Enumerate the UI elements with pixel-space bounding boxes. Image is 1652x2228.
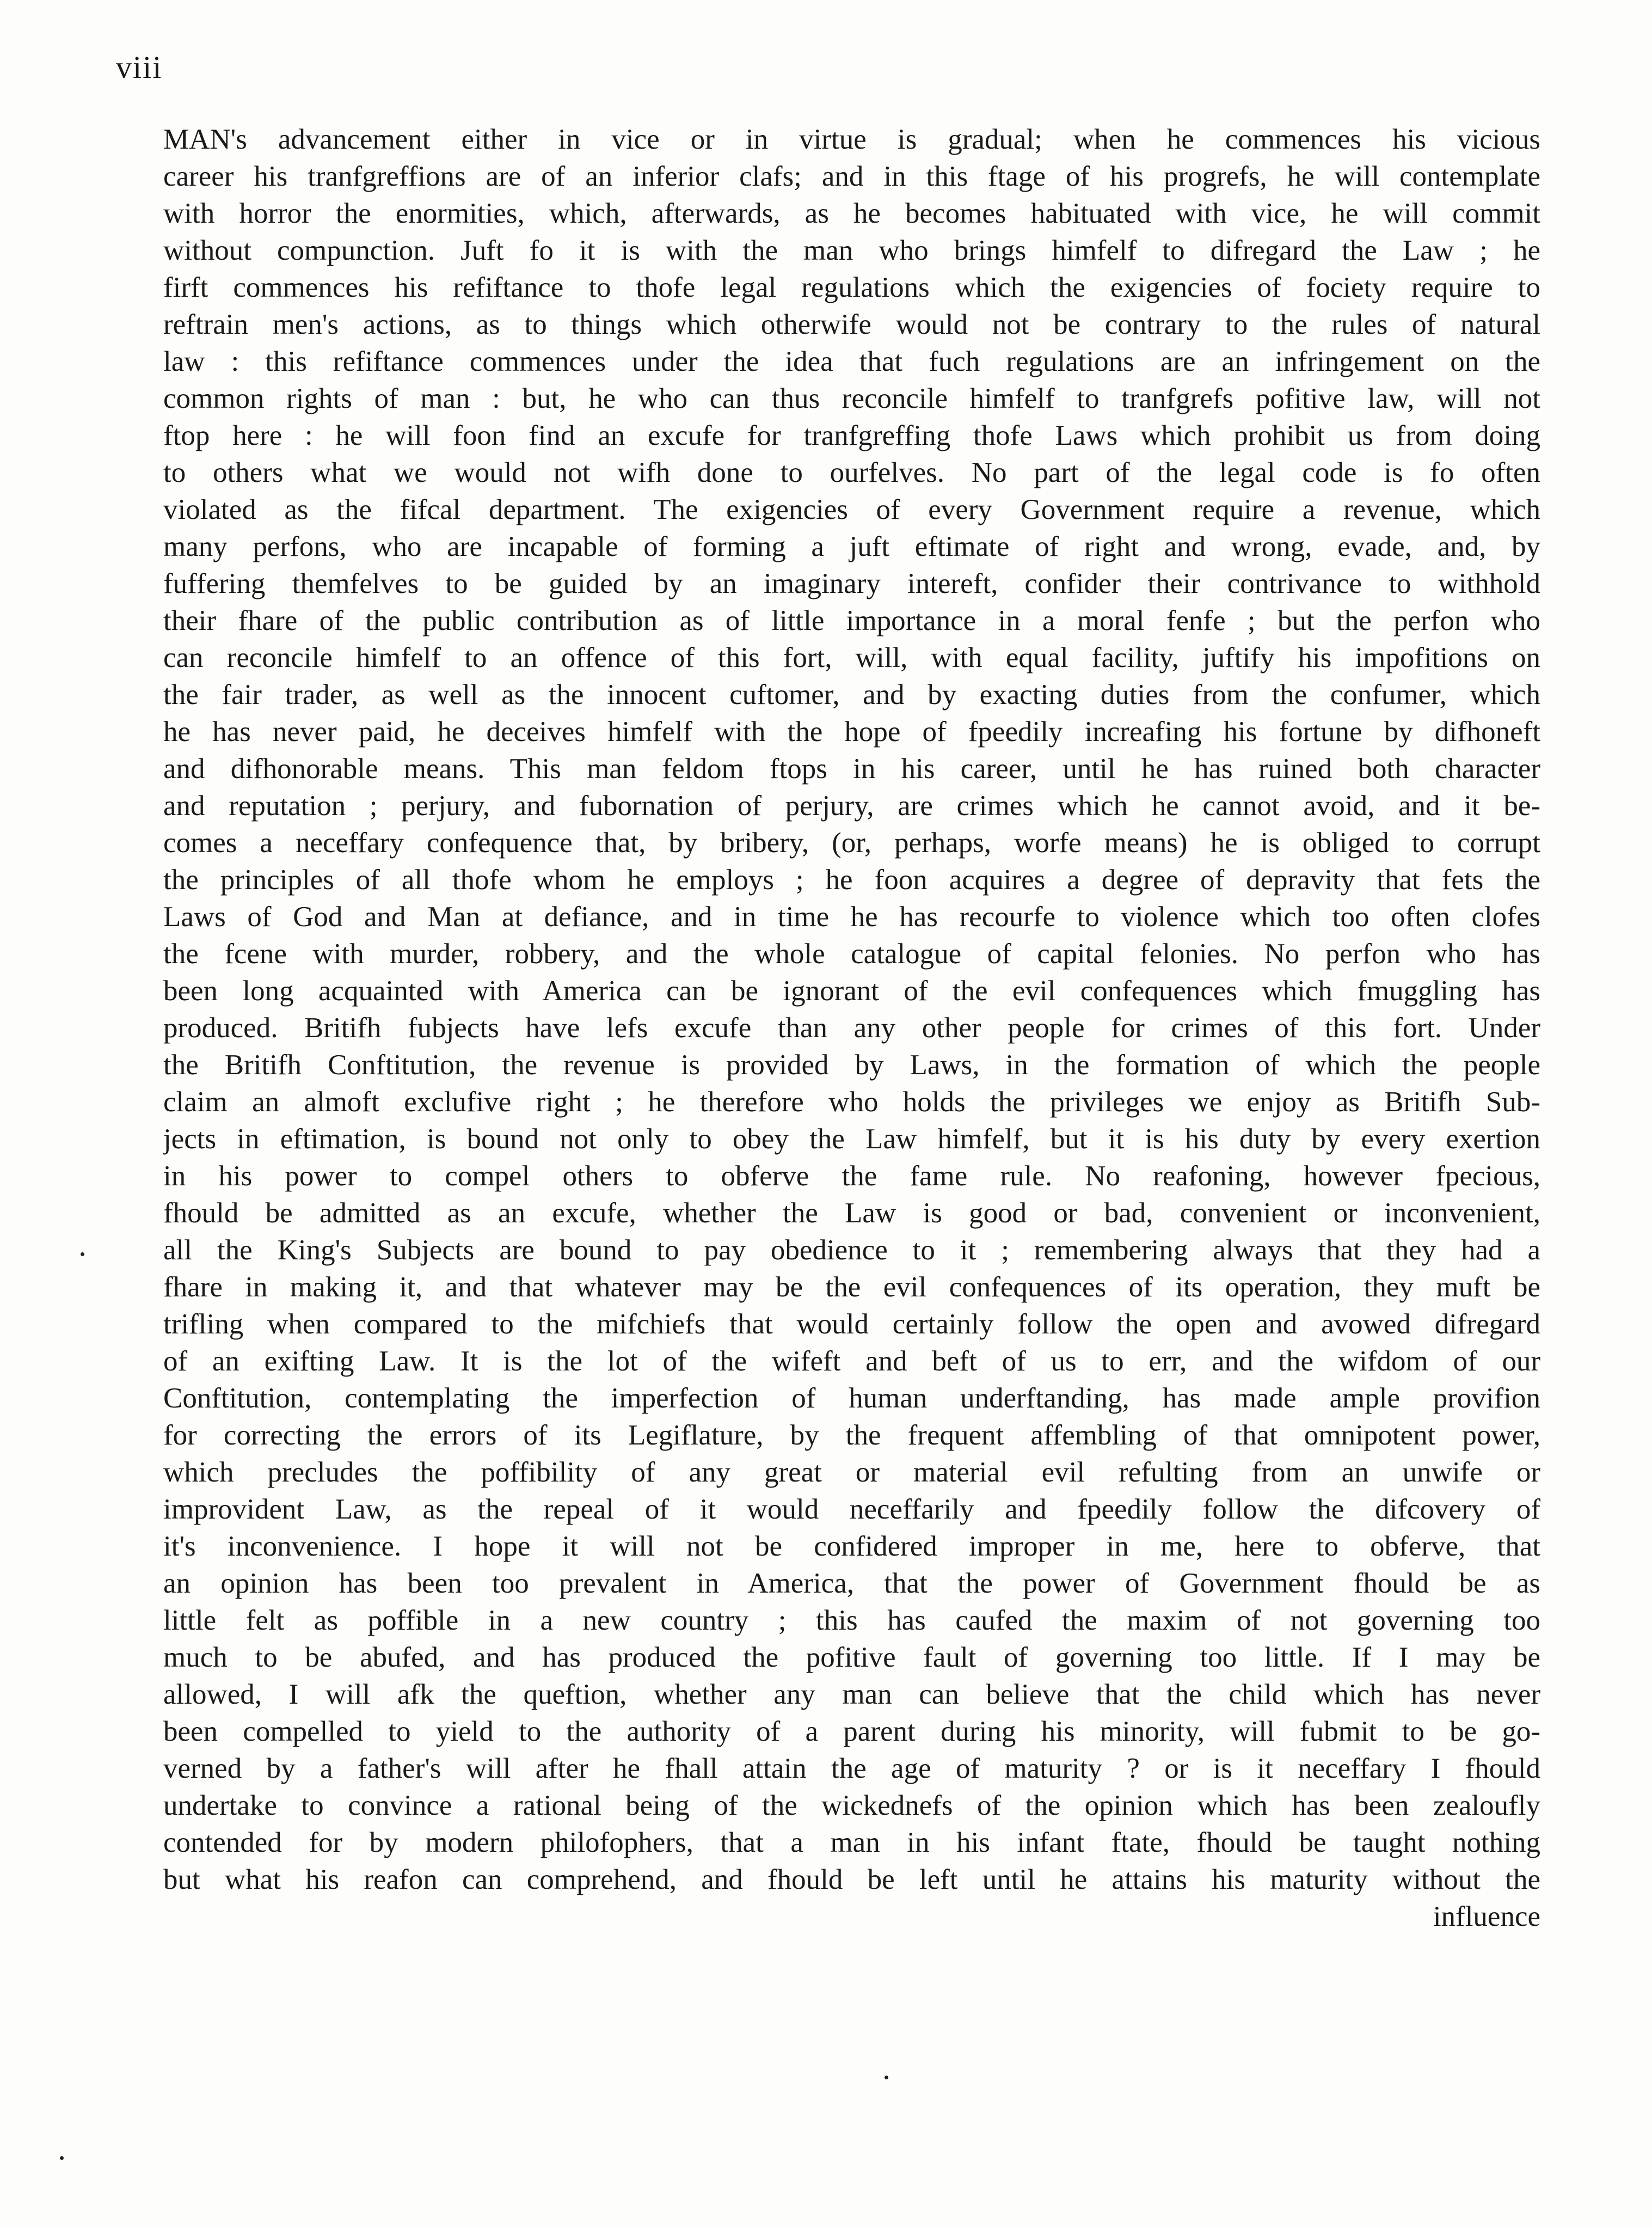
text-line: of an exifting Law. It is the lot of the wifeft and beft of us to err, and the wifdom of our — [163, 1345, 1540, 1377]
text-line: an opinion has been too prevalent in America, that the power of Government fhould be as — [163, 1568, 1540, 1599]
text-line: verned by a father's will after he fhall attain the age of maturity ? or is it neceffary I fhould — [163, 1753, 1540, 1784]
text-line: violated as the fifcal department. The exigencies of every Government require a revenue, which — [163, 494, 1540, 525]
text-line: trifling when compared to the mifchiefs that would certainly follow the open and avowed difregard — [163, 1308, 1540, 1340]
text-line: jects in eftimation, is bound not only to obey the Law himfelf, but it is his duty by every exertion — [163, 1123, 1540, 1155]
text-line: without compunction. Juft fo it is with the man who brings himfelf to difregard the Law ; he — [163, 235, 1540, 266]
text-line: for correcting the errors of its Legiflature, by the frequent affembling of that omnipotent power, — [163, 1419, 1540, 1451]
text-line: been compelled to yield to the authority of a parent during his minority, will fubmit to be go- — [163, 1716, 1540, 1747]
text-line: fuffering themfelves to be guided by an imaginary intereft, confider their contrivance to withhold — [163, 568, 1540, 599]
text-line: in his power to compel others to obferve the fame rule. No reafoning, however fpecious, — [163, 1160, 1540, 1192]
text-line: the principles of all thofe whom he employs ; he foon acquires a degree of depravity that fets the — [163, 864, 1540, 896]
text-line: reftrain men's actions, as to things which otherwife would not be contrary to the rules of natural — [163, 309, 1540, 340]
text-line: to others what we would not wifh done to ourfelves. No part of the legal code is fo often — [163, 457, 1540, 488]
text-line: can reconcile himfelf to an offence of this fort, will, with equal facility, juftify his impofitions on — [163, 642, 1540, 674]
ink-speck — [60, 2156, 64, 2160]
text-line: with horror the enormities, which, afterwards, as he becomes habituated with vice, he will commit — [163, 198, 1540, 229]
text-line: their fhare of the public contribution as of little importance in a moral fenfe ; but the perfon who — [163, 605, 1540, 636]
text-line: all the King's Subjects are bound to pay obedience to it ; remembering always that they had a — [163, 1234, 1540, 1266]
text-line: produced. Britifh fubjects have lefs excufe than any other people for crimes of this fort. Under — [163, 1012, 1540, 1044]
text-line: which precludes the poffibility of any great or material evil refulting from an unwife or — [163, 1456, 1540, 1488]
text-line: he has never paid, he deceives himfelf with the hope of fpeedily increafing his fortune by difhoneft — [163, 716, 1540, 748]
text-line: the fcene with murder, robbery, and the whole catalogue of capital felonies. No perfon who has — [163, 938, 1540, 970]
text-line: it's inconvenience. I hope it will not be confidered improper in me, here to obferve, that — [163, 1531, 1540, 1562]
text-line: law : this refiftance commences under the idea that fuch regulations are an infringement on the — [163, 346, 1540, 377]
text-line: MAN's advancement either in vice or in virtue is gradual; when he commences his vicious — [163, 124, 1540, 155]
text-line: fhould be admitted as an excufe, whether the Law is good or bad, convenient or inconvenient, — [163, 1197, 1540, 1229]
text-line: allowed, I will afk the queftion, whether any man can believe that the child which has never — [163, 1679, 1540, 1710]
text-line: and difhonorable means. This man feldom ftops in his career, until he has ruined both character — [163, 753, 1540, 785]
text-line: but what his reafon can comprehend, and fhould be left until he attains his maturity without the — [163, 1864, 1540, 1895]
text-line: improvident Law, as the repeal of it would neceffarily and fpeedily follow the difcovery of — [163, 1494, 1540, 1525]
ink-speck — [885, 2076, 888, 2079]
text-line: little felt as poffible in a new country ; this has caufed the maxim of not governing too — [163, 1605, 1540, 1636]
text-line: claim an almoft exclufive right ; he therefore who holds the privileges we enjoy as Britifh Sub- — [163, 1086, 1540, 1118]
catchword: influence — [1433, 1901, 1540, 1932]
text-line: Conftitution, contemplating the imperfection of human underftanding, has made ample provifion — [163, 1382, 1540, 1414]
text-line: many perfons, who are incapable of forming a juft eftimate of right and wrong, evade, and, by — [163, 531, 1540, 562]
text-line: undertake to convince a rational being of the wickednefs of the opinion which has been zealoufly — [163, 1790, 1540, 1821]
text-line: much to be abufed, and has produced the pofitive fault of governing too little. If I may be — [163, 1642, 1540, 1673]
text-line: firft commences his refiftance to thofe legal regulations which the exigencies of fociety require to — [163, 272, 1540, 303]
body-text — [163, 121, 1540, 1935]
text-line: ftop here : he will foon find an excufe for tranfgreffing thofe Laws which prohibit us from doing — [163, 420, 1540, 451]
text-line: the fair trader, as well as the innocent cuftomer, and by exacting duties from the confumer, which — [163, 679, 1540, 711]
text-line: career his tranfgreffions are of an inferior clafs; and in this ftage of his progrefs, he will contemplate — [163, 161, 1540, 192]
text-line: comes a neceffary confequence that, by bribery, (or, perhaps, worfe means) he is obliged to corrupt — [163, 827, 1540, 859]
text-line: been long acquainted with America can be ignorant of the evil confequences which fmuggling has — [163, 975, 1540, 1007]
ink-speck — [81, 1252, 84, 1256]
text-line: the Britifh Conftitution, the revenue is provided by Laws, in the formation of which the people — [163, 1049, 1540, 1081]
text-line: common rights of man : but, he who can thus reconcile himfelf to tranfgrefs pofitive law, will not — [163, 383, 1540, 414]
page-number: viii — [116, 50, 163, 85]
text-line: contended for by modern philofophers, that a man in his infant ftate, fhould be taught nothing — [163, 1827, 1540, 1858]
text-line: fhare in making it, and that whatever may be the evil confequences of its operation, they muft be — [163, 1271, 1540, 1303]
text-line: and reputation ; perjury, and fubornation of perjury, are crimes which he cannot avoid, and it be- — [163, 790, 1540, 822]
text-line: Laws of God and Man at defiance, and in time he has recourfe to violence which too often clofes — [163, 901, 1540, 933]
